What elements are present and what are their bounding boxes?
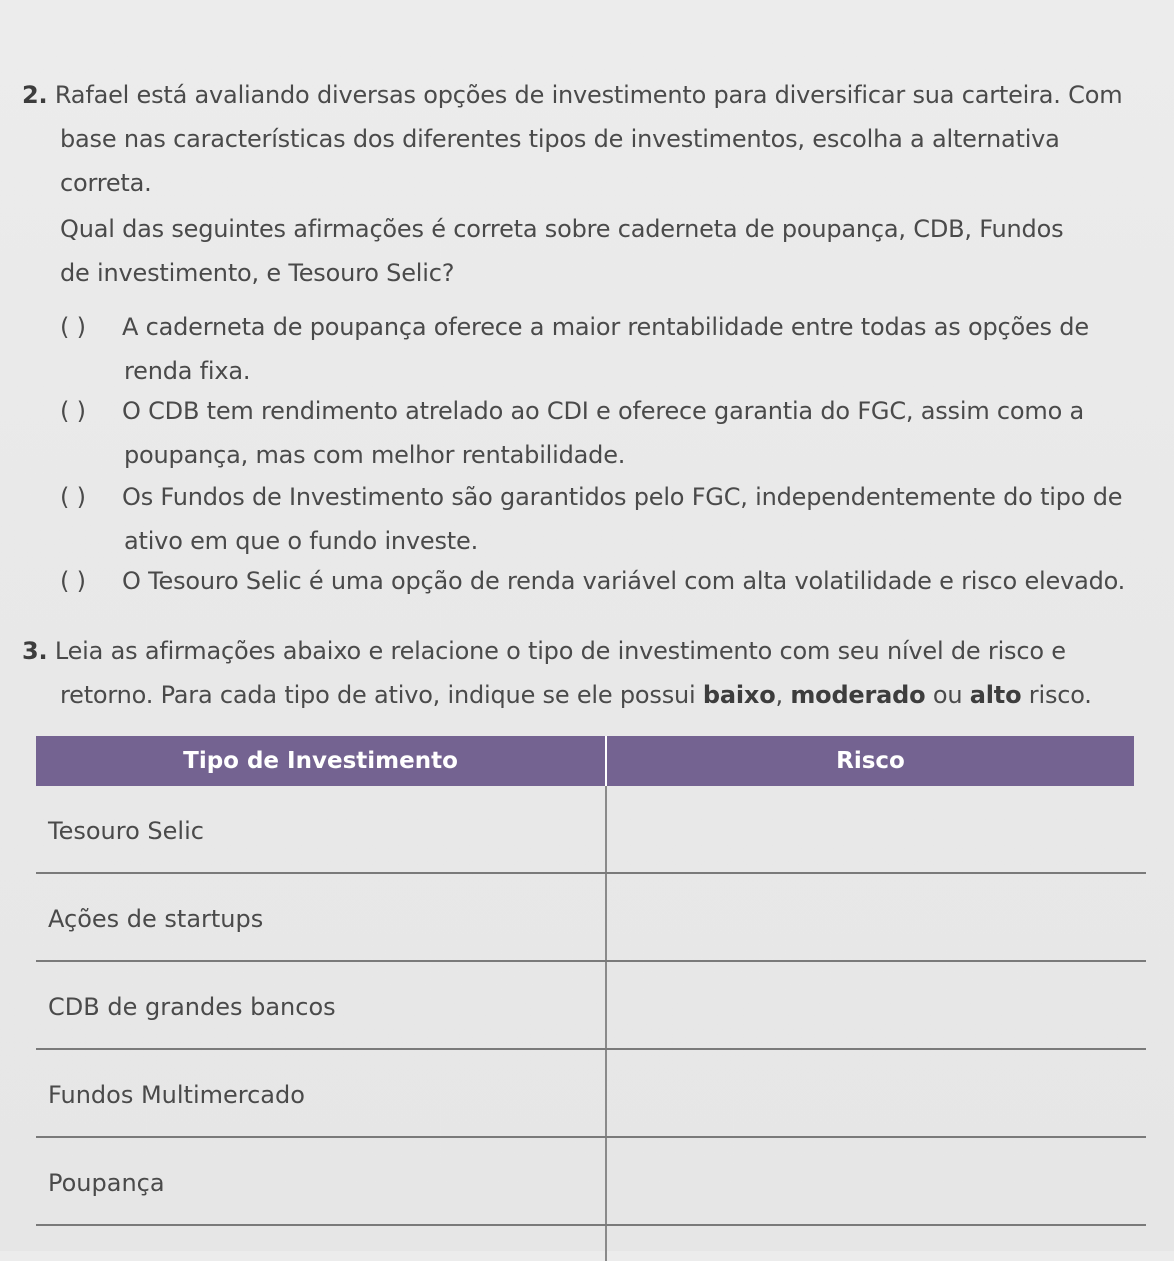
question-2-line-2: base nas características dos diferentes tipos de investimentos, escolha a alternativa (60, 125, 1060, 153)
table-row (36, 962, 1146, 1050)
option-a[interactable] (60, 312, 1089, 342)
option-c[interactable] (60, 482, 1122, 512)
question-2-prompt-1: Qual das seguintes afirmações é correta sobre caderneta de poupança, CDB, Fundos (60, 215, 1064, 243)
option-c-text-2: ativo em que o fundo investe. (124, 527, 479, 555)
option-d[interactable] (60, 566, 1125, 596)
option-d-checkbox[interactable]: ( ) (60, 567, 86, 595)
risk-moderate-label: moderado (790, 681, 926, 709)
question-3-text-1: Leia as afirmações abaixo e relacione o tipo de investimento com seu nível de risco e (54, 637, 1066, 665)
question-2-line-3: correta. (60, 169, 152, 197)
question-3-line-2 (60, 680, 1092, 710)
option-a-text-2: renda fixa. (124, 357, 251, 385)
option-b[interactable] (60, 396, 1084, 426)
question-3-line-1 (22, 636, 1066, 666)
row-fundos-multimercado: Fundos Multimercado (48, 1081, 305, 1109)
table-row (36, 1138, 1146, 1226)
row-tesouro-selic: Tesouro Selic (48, 817, 204, 845)
question-2-line-1 (22, 80, 1122, 110)
row-cdb-grandes-bancos: CDB de grandes bancos (48, 993, 336, 1021)
option-a-checkbox[interactable]: ( ) (60, 313, 86, 341)
question-2-prompt-2: de investimento, e Tesouro Selic? (60, 259, 455, 287)
table-row (36, 874, 1146, 962)
separator-2: ou (925, 681, 970, 709)
option-c-text-1: Os Fundos de Investimento são garantidos pelo FGC, independentemente do tipo de (122, 483, 1123, 511)
option-c-checkbox[interactable]: ( ) (60, 483, 86, 511)
option-b-text-1: O CDB tem rendimento atrelado ao CDI e oferece garantia do FGC, assim como a (122, 397, 1085, 425)
header-risk: Risco (836, 748, 905, 774)
question-2-number: 2. (22, 81, 48, 109)
question-2-text-1: Rafael está avaliando diversas opções de investimento para diversificar sua carteira. Com (54, 81, 1123, 109)
row-acoes-startups: Ações de startups (48, 905, 264, 933)
risk-high-label: alto (969, 681, 1022, 709)
option-b-text-2: poupança, mas com melhor rentabilidade. (124, 441, 626, 469)
header-investment-type: Tipo de Investimento (36, 736, 607, 786)
option-a-text-1: A caderneta de poupança oferece a maior rentabilidade entre todas as opções de (122, 313, 1089, 341)
separator-1: , (775, 681, 791, 709)
table-row (36, 786, 1146, 874)
table-row (36, 1050, 1146, 1138)
question-3-text-2: retorno. Para cada tipo de ativo, indique se ele possui (60, 681, 703, 709)
question-3-text-end: risco. (1021, 681, 1092, 709)
row-poupanca: Poupança (48, 1169, 165, 1197)
question-3-number: 3. (22, 637, 48, 665)
risk-low-label: baixo (702, 681, 776, 709)
option-d-text-1: O Tesouro Selic é uma opção de renda variável com alta volatilidade e risco elevado. (122, 567, 1126, 595)
table-header (36, 736, 1134, 786)
option-b-checkbox[interactable]: ( ) (60, 397, 86, 425)
